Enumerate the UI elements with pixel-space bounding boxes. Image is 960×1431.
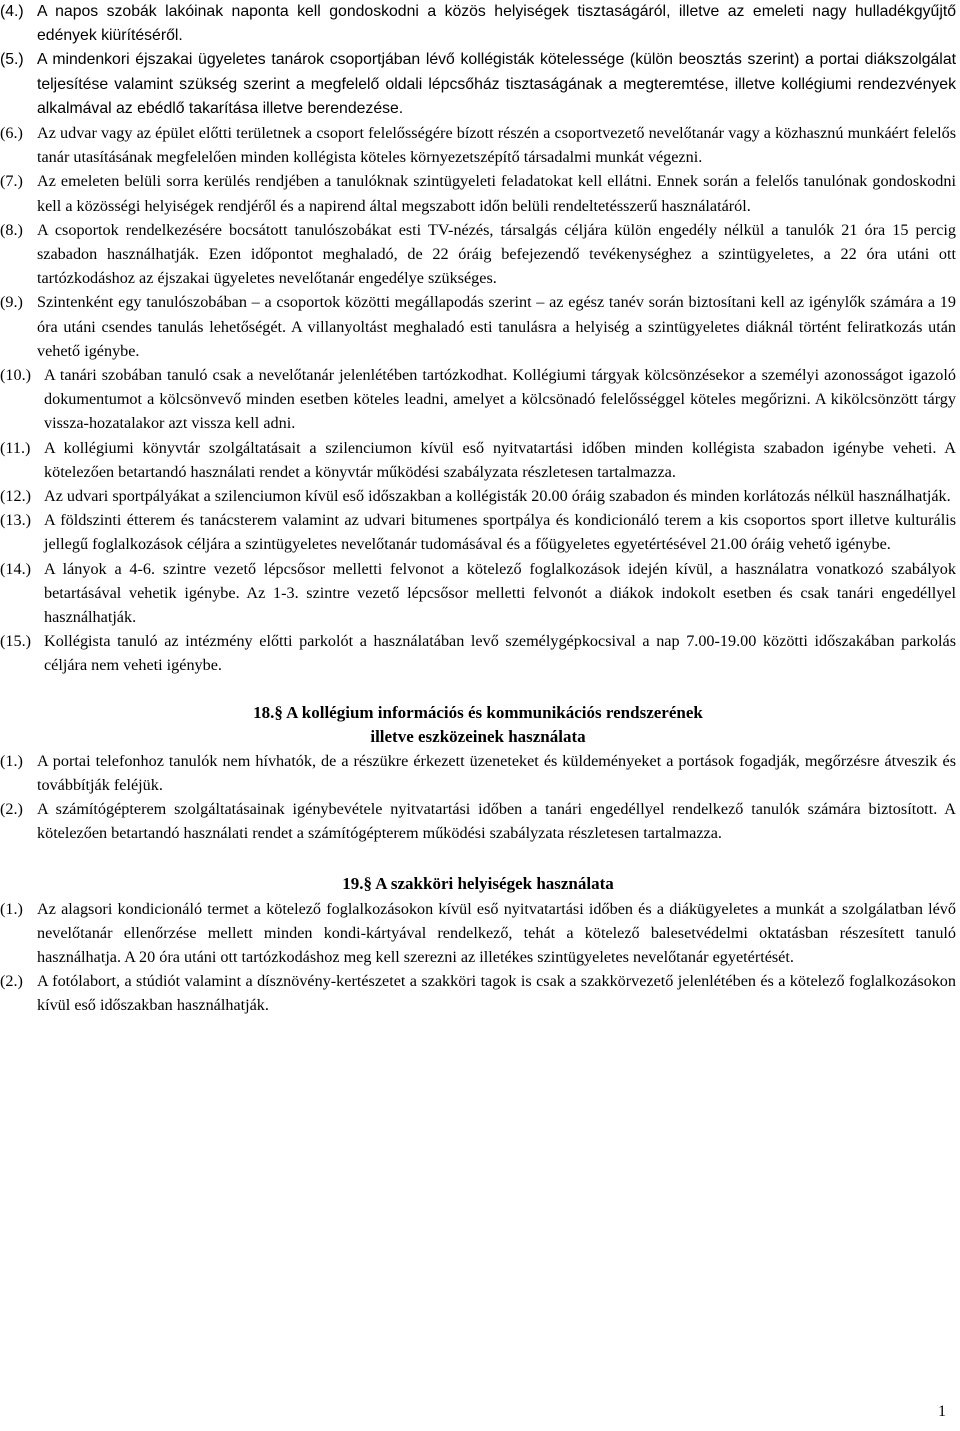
item-text: A lányok a 4-6. szintre vezető lépcsősor melletti felvonot a kötelező foglalkozások idején kívül, a használatra vonatkozó szabályok betartásával vehetik igénybe. Az 1-3. szintre vezető lépcsősor melletti felvonót a diákok indokolt esetben és csak tanári engedéllyel használhatják. [44,559,956,627]
item-text: Az emeleten belüli sorra kerülés rendjében a tanulóknak szintügyeleti feladatokat kell ellátni. Ennek során a felelős tanulónak gondoskodni kell a közösségi helyiségek rendjéről és a napirend által megszabott időn belüli rendeltetésszerű használatáról. [37,172,956,215]
list-item [0,749,956,797]
list-item [0,508,956,556]
item-text: Kollégista tanuló az intézmény előtti parkolót a használatában levő személygépkocsival a nap 7.00-19.00 közötti időszakában parkolás céljára nem veheti igénybe. [44,632,956,675]
list-item [0,48,956,121]
item-text: Szintenként egy tanulószobában – a csoportok közötti megállapodás szerint – az egész tanév során biztosítani kell az igénylők számára a 19 óra utáni csendes tanulás lehetőségét. A villanyoltást meghaladó esti tanulásra a helyiség a szintügyeletes diáknál történt feliratkozás után vehető igénybe. [37,293,956,360]
item-number: (8.) [0,220,23,239]
item-number: (14.) [0,559,32,578]
item-text: A csoportok rendelkezésére bocsátott tanulószobákat esti TV-nézés, társalgás céljára külön engedély nélkül a tanulók 21 óra 15 percig szabadon használhatják. Ezen időpontot meghaladó, de 22 óráig befejezendő tevékenységhez a szintügyeletes, a 22 óra utáni ott tartózkodáshoz az éjszakai ügyeletes nevelőtanár engedélye szükséges. [37,220,956,288]
section-heading-18 [0,701,956,749]
list-item [0,484,956,508]
item-text: Az udvar vagy az épület előtti területnek a csoport felelősségére bízott részén a csoportvezető nevelőtanár vagy a közhasznú munkáért felelős tanár utasításának megfelelően minden kollégista köteles környezetszépítő társadalmi munkát végezni. [37,124,956,167]
list-item [0,290,956,363]
list-item [0,969,956,1017]
item-number: (2.) [0,972,23,991]
list-item [0,363,956,436]
item-number: (1.) [0,899,23,918]
item-number: (15.) [0,632,32,651]
item-number: (12.) [0,487,32,506]
page-number: 1 [938,1403,946,1420]
list-item [0,897,956,970]
list-item [0,436,956,484]
item-text: A napos szobák lakóinak naponta kell gondoskodni a közös helyiségek tisztaságáról, illetve az emeleti nagy hulladékgyűjtő edények kiürítéséről. [37,3,956,45]
item-number: (5.) [0,51,24,69]
item-number: (9.) [0,293,23,312]
item-text: A fotólabort, a stúdiót valamint a dísznövény-kertészetet a szakköri tagok is csak a szakkörvezető jelenlétében és a kötelező foglalkozásokon kívül eső időszakban használhatják. [37,972,956,1015]
list-item [0,121,956,169]
item-number: (2.) [0,800,23,819]
section-title-line: illetve eszközeinek használata [370,726,586,746]
section-title-line: 19.§ A szakköri helyiségek használata [342,873,614,893]
item-text: A mindenkori éjszakai ügyeletes tanárok csoportjában lévő kollégisták kötelessége (külön beosztás szerint) a portai diákszolgálat teljesítése valamint szükség szerint a megfelelő oldali lépcsőház tisztaságának a megteremtése, illetve kollégiumi rendezvények alkalmával az ebédlő takarítása illetve berendezése. [37,51,956,117]
list-item [0,218,956,291]
list-item [0,557,956,630]
item-text: A számítógépterem szolgáltatásainak igénybevétele nyitvatartási időben a tanári engedéllyel rendelkező tanulók számára biztosított. A kötelezően betartandó használati rendet a számítógépterem működési szabályzata részletesen tartalmazza. [37,800,956,843]
list-item [0,797,956,845]
item-text: A kollégiumi könyvtár szolgáltatásait a szilenciumon kívül eső nyitvatartási időben minden kollégista szabadon igénybe veheti. A kötelezően betartandó használati rendet a könyvtár működési szabályzata részletesen tartalmazza. [44,438,956,481]
section-heading-19 [0,872,956,896]
list-item [0,0,956,48]
item-text: A földszinti étterem és tanácsterem valamint az udvari bitumenes sportpálya és kondicionáló terem a kis csoportos sport illetve kulturális jellegű foglalkozások céljára a szintügyeletes nevelőtanár tudomásával és a főügyeletes egyetértésével 21.00 óráig vehető igénybe. [44,511,956,554]
item-number: (1.) [0,751,23,770]
item-text: Az udvari sportpályákat a szilenciumon kívül eső időszakban a kollégisták 20.00 óráig szabadon és minden korlátozás nélkül használhatják. [44,487,951,506]
item-text: A portai telefonhoz tanulók nem hívhatók, de a részükre érkezett üzeneteket és küldeményeket a portások fogadják, megőrzésre átveszik és továbbítják feléjük. [37,751,956,794]
item-number: (4.) [0,3,24,20]
list-item [0,169,956,217]
item-text: A tanári szobában tanuló csak a nevelőtanár jelenlétében tartózkodhat. Kollégiumi tárgyak kölcsönzésekor a személyi azonosságot igazoló dokumentumot a kölcsönvevő minden esetben köteles leadni, amelyet a kölcsönadó felelősséggel köteles megőrizni. A kikölcsönzött tárgy vissza-hozatalakor azt vissza kell adni. [44,366,956,433]
list-item [0,629,956,677]
item-number: (7.) [0,172,23,191]
section-title-line: 18.§ A kollégium információs és kommunikációs rendszerének [253,702,703,722]
item-number: (13.) [0,511,32,530]
item-number: (11.) [0,438,31,457]
item-text: Az alagsori kondicionáló termet a kötelező foglalkozásokon kívül eső nyitvatartási időben és a diákügyeletes a munkát a szolgálatban lévő nevelőtanár ellenőrzése mellett minden kondi-kártyával rendelkező, tehát a kötelező balesetvédelmi oktatásban részesített tanuló használhatja. A 20 óra utáni ott tartózkodáshoz meg kell szerezni az illetékes szintügyeletes nevelőtanár egyetértését. [37,899,956,966]
item-number: (10.) [0,366,32,385]
item-number: (6.) [0,124,23,143]
